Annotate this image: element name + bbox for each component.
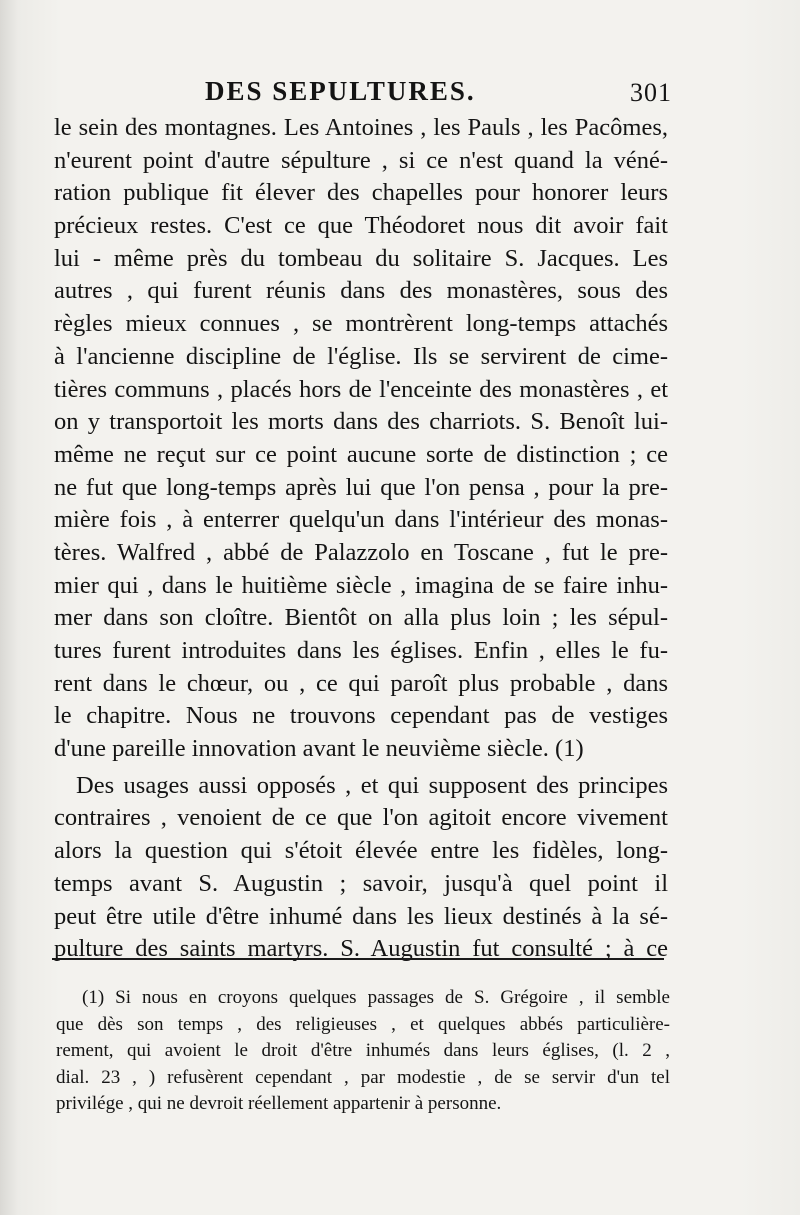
footnote-line: que dès son temps , des religieuses , et quelques abbés particulière- [56, 1013, 670, 1035]
text-line: mier qui , dans le huitième siècle , imagina de se faire inhu- [54, 571, 668, 599]
text-line: temps avant S. Augustin ; savoir, jusqu'à quel point il [54, 869, 668, 897]
text-line: n'eurent point d'autre sépulture , si ce n'est quand la véné- [54, 146, 668, 174]
text-line: autres , qui furent réunis dans des monastères, sous des [54, 277, 668, 305]
text-line: précieux restes. C'est ce que Théodoret nous dit avoir fait [54, 212, 668, 240]
text-line: le sein des montagnes. Les Antoines , les Pauls , les Pacômes, [54, 114, 668, 141]
footnote-line: privilége , qui ne devroit réellement appartenir à personne. [56, 1093, 502, 1114]
text-line: pulture des saints martyrs. S. Augustin fut consulté ; à ce [54, 935, 668, 963]
main-text [54, 112, 668, 966]
text-line: d'une pareille innovation avant le neuvième siècle. (1) [54, 735, 584, 763]
text-line: tères. Walfred , abbé de Palazzolo en Toscane , fut le pre- [54, 538, 668, 566]
text-line: ne fut que long-temps après lui que l'on pensa , pour la pre- [54, 473, 668, 501]
page-header [52, 76, 672, 108]
page-number: 301 [630, 78, 672, 107]
text-line: règles mieux connues , se montrèrent long-temps attachés [54, 310, 668, 338]
text-line: rent dans le chœur, ou , ce qui paroît plus probable , dans [54, 669, 668, 697]
text-line: alors la question qui s'étoit élevée entre les fidèles, long- [54, 837, 668, 865]
text-line: tières communs , placés hors de l'enceinte des monastères , et [54, 375, 668, 403]
text-line: même ne reçut sur ce point aucune sorte de distinction ; ce [54, 440, 668, 468]
running-title: DES SEPULTURES. [205, 76, 476, 106]
footnote-divider [52, 958, 664, 960]
footnote-line: (1) Si nous en croyons quelques passages de S. Grégoire , il semble [82, 987, 670, 1008]
text-line: peut être utile d'être inhumé dans les lieux destinés à la sé- [54, 902, 668, 930]
text-line: mière fois , à enterrer quelqu'un dans l'intérieur des monas- [54, 506, 668, 534]
footnote-line: rement, qui avoient le droit d'être inhumés dans leurs églises, (l. 2 , [56, 1040, 670, 1061]
text-line: tures furent introduites dans les églises. Enfin , elles le fu- [54, 637, 668, 664]
text-line: à l'ancienne discipline de l'église. Ils se servirent de cime- [54, 342, 668, 370]
text-line: Des usages aussi opposés , et qui supposent des principes [76, 771, 668, 799]
footnote-line: dial. 23 , ) refusèrent cependant , par modestie , de se servir d'un tel [56, 1066, 670, 1088]
text-line: lui - même près du tombeau du solitaire S. Jacques. Les [54, 244, 668, 272]
footnote [56, 985, 670, 1118]
text-line: on y transportoit les morts dans des charriots. S. Benoît lui- [54, 408, 668, 436]
text-line: le chapitre. Nous ne trouvons cependant pas de vestiges [54, 702, 668, 730]
text-line: contraires , venoient de ce que l'on agitoit encore vivement [54, 804, 668, 832]
text-line: ration publique fit élever des chapelles pour honorer leurs [54, 179, 668, 207]
text-line: mer dans son cloître. Bientôt on alla plus loin ; les sépul- [54, 604, 668, 632]
